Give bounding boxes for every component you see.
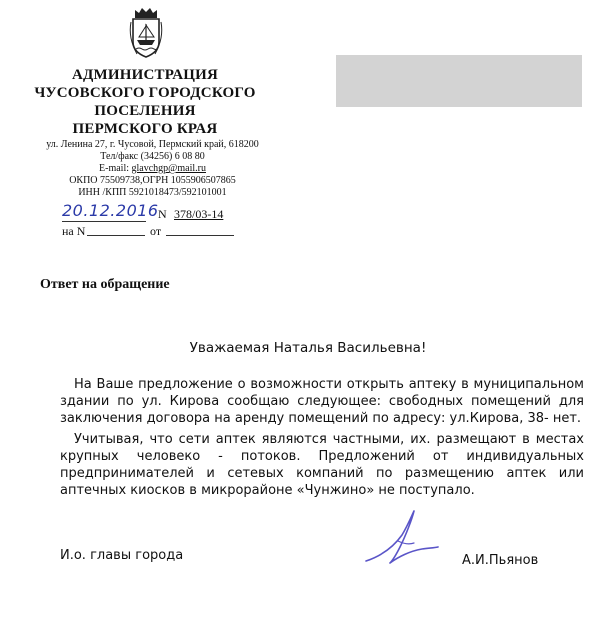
- reference-line: [62, 224, 262, 242]
- org-line: ПОСЕЛЕНИЯ: [94, 103, 196, 119]
- handwritten-signature-icon: [362, 505, 442, 567]
- phone: Тел/факс (34256) 6 08 80: [100, 151, 205, 162]
- signer-role: И.о. главы города: [60, 548, 184, 563]
- reference-date-blank: [166, 235, 234, 236]
- reference-number-blank: [87, 235, 145, 236]
- org-line: ПЕРМСКОГО КРАЯ: [72, 121, 218, 137]
- email-link[interactable]: glavchgp@mail.ru: [131, 163, 206, 174]
- inn: ИНН /КПП 5921018473/592101001: [78, 187, 227, 198]
- letter-body: [60, 376, 584, 503]
- coat-of-arms-icon: [127, 6, 165, 60]
- registration-number: 378/03-14: [174, 207, 224, 221]
- contact-block: [40, 139, 265, 199]
- email-label: E-mail:: [99, 163, 132, 174]
- email-line: [40, 163, 265, 175]
- reference-date-label: от: [150, 224, 162, 238]
- number-label: N: [158, 207, 167, 221]
- signer-name: А.И.Пьянов: [462, 553, 539, 568]
- org-line: ЧУСОВСКОГО ГОРОДСКОГО: [34, 85, 256, 101]
- reference-number-label: на N: [62, 224, 86, 238]
- redacted-recipient-box: [336, 55, 582, 107]
- body-paragraph: На Ваше предложение о возможности открыть аптеку в муниципальном здании по ул. Кирова сообщаю следующее: свободных помещений для заключения договора на аренду помещений по адресу: ул.Кирова, 38- нет.: [60, 377, 584, 426]
- okpo: ОКПО 75509738,ОГРН 1055906507865: [69, 175, 236, 186]
- greeting: Уважаемая Наталья Васильевна!: [189, 340, 427, 356]
- date-underline: [62, 221, 146, 222]
- organization-title: [30, 66, 260, 138]
- address: ул. Ленина 27, г. Чусовой, Пермский край, 618200: [46, 139, 259, 150]
- registration-line: [62, 201, 262, 225]
- letter-subject: Ответ на обращение: [40, 277, 170, 292]
- handwritten-date: 20.12.2016: [62, 201, 159, 220]
- body-paragraph: Учитывая, что сети аптек являются частными, их. размещают в местах крупных человеко - потоков. Предложений от индивидуальных предпринимателей и сетевых компаний по размещению аптек или аптечных киосков в микрорайоне «Чунжино» не поступало.: [60, 432, 584, 498]
- org-line: АДМИНИСТРАЦИЯ: [72, 67, 218, 83]
